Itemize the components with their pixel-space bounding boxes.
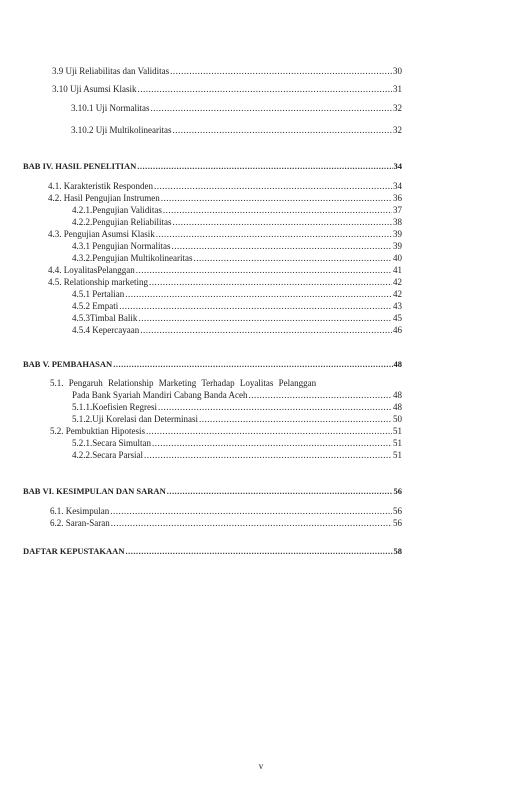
toc-chapter: BAB VI. KESIMPULAN DAN SARAN ..... 56 xyxy=(23,486,402,497)
toc-entry: 6.1. Kesimpulan ..... 56 xyxy=(50,506,402,517)
toc-entry-first-line: 5.1. Pengaruh Relationship Marketing Terhadap Loyalitas Pelanggan xyxy=(50,378,317,388)
toc-entry: Pada Bank Syariah Mandiri Cabang Banda Aceh ..... 48 xyxy=(72,390,402,401)
toc-entry: 3.10.1 Uji Normalitas ..... 32 xyxy=(71,103,402,114)
toc-entry: 4.2.2.Pengujian Reliabilitas ..... 38 xyxy=(72,217,402,228)
toc-entry: 4.5.4 Kepercayaan ..... 46 xyxy=(72,325,402,336)
toc-entry: 4.2. Hasil Pengujian Instrumen ..... 36 xyxy=(48,193,402,204)
toc-entry: 5.2.1.Secara Simultan ..... 51 xyxy=(72,438,402,449)
toc-entry: 6.2. Saran-Saran ..... 56 xyxy=(50,518,402,529)
toc-entry: 4.2.1.Pengujian Validitas ..... 37 xyxy=(72,205,402,216)
toc-entry: 4.5.3Timbal Balik ..... 45 xyxy=(72,313,402,324)
toc-entry: 4.4. LoyalitasPelanggan ..... 41 xyxy=(48,265,402,276)
toc-entry: 3.10.2 Uji Multikolinearitas ..... 32 xyxy=(71,125,402,136)
toc-entry: 3.9 Uji Reliabilitas dan Validitas ..... 30 xyxy=(52,66,402,77)
toc-entry: 4.3. Pengujian Asumsi Klasik ..... 39 xyxy=(48,229,402,240)
toc-entry: 4.5. Relationship marketing ..... 42 xyxy=(48,277,402,288)
toc-chapter: BAB V. PEMBAHASAN ..... 48 xyxy=(23,359,402,370)
toc-entry: 5.2. Pembuktian Hipotesis ..... 51 xyxy=(50,426,402,437)
page-number: v xyxy=(258,761,264,771)
toc-entry: 4.3.2.Pengujian Multikolinearitas ..... 40 xyxy=(72,253,402,264)
toc-entry: 5.1.1.Koefisien Regresi ..... 48 xyxy=(72,402,402,413)
toc-entry: 4.5.1 Pertalian ..... 42 xyxy=(72,289,402,300)
toc-entry: 4.5.2 Empati ..... 43 xyxy=(72,301,402,312)
toc-entry: 4.3.1 Pengujian Normalitas ..... 39 xyxy=(72,241,402,252)
toc-entry: 5.1.2.Uji Korelasi dan Determinasi ..... 50 xyxy=(72,414,402,425)
toc-entry: 3.10 Uji Asumsi Klasik ..... 31 xyxy=(52,84,402,95)
toc-chapter: BAB IV. HASIL PENELITIAN ..... 34 xyxy=(23,161,402,172)
toc-entry: 4.1. Karakteristik Responden ..... 34 xyxy=(48,181,402,192)
toc-entry: 4.2.2.Secara Parsial ..... 51 xyxy=(72,450,402,461)
toc-chapter: DAFTAR KEPUSTAKAAN ..... 58 xyxy=(23,546,402,557)
